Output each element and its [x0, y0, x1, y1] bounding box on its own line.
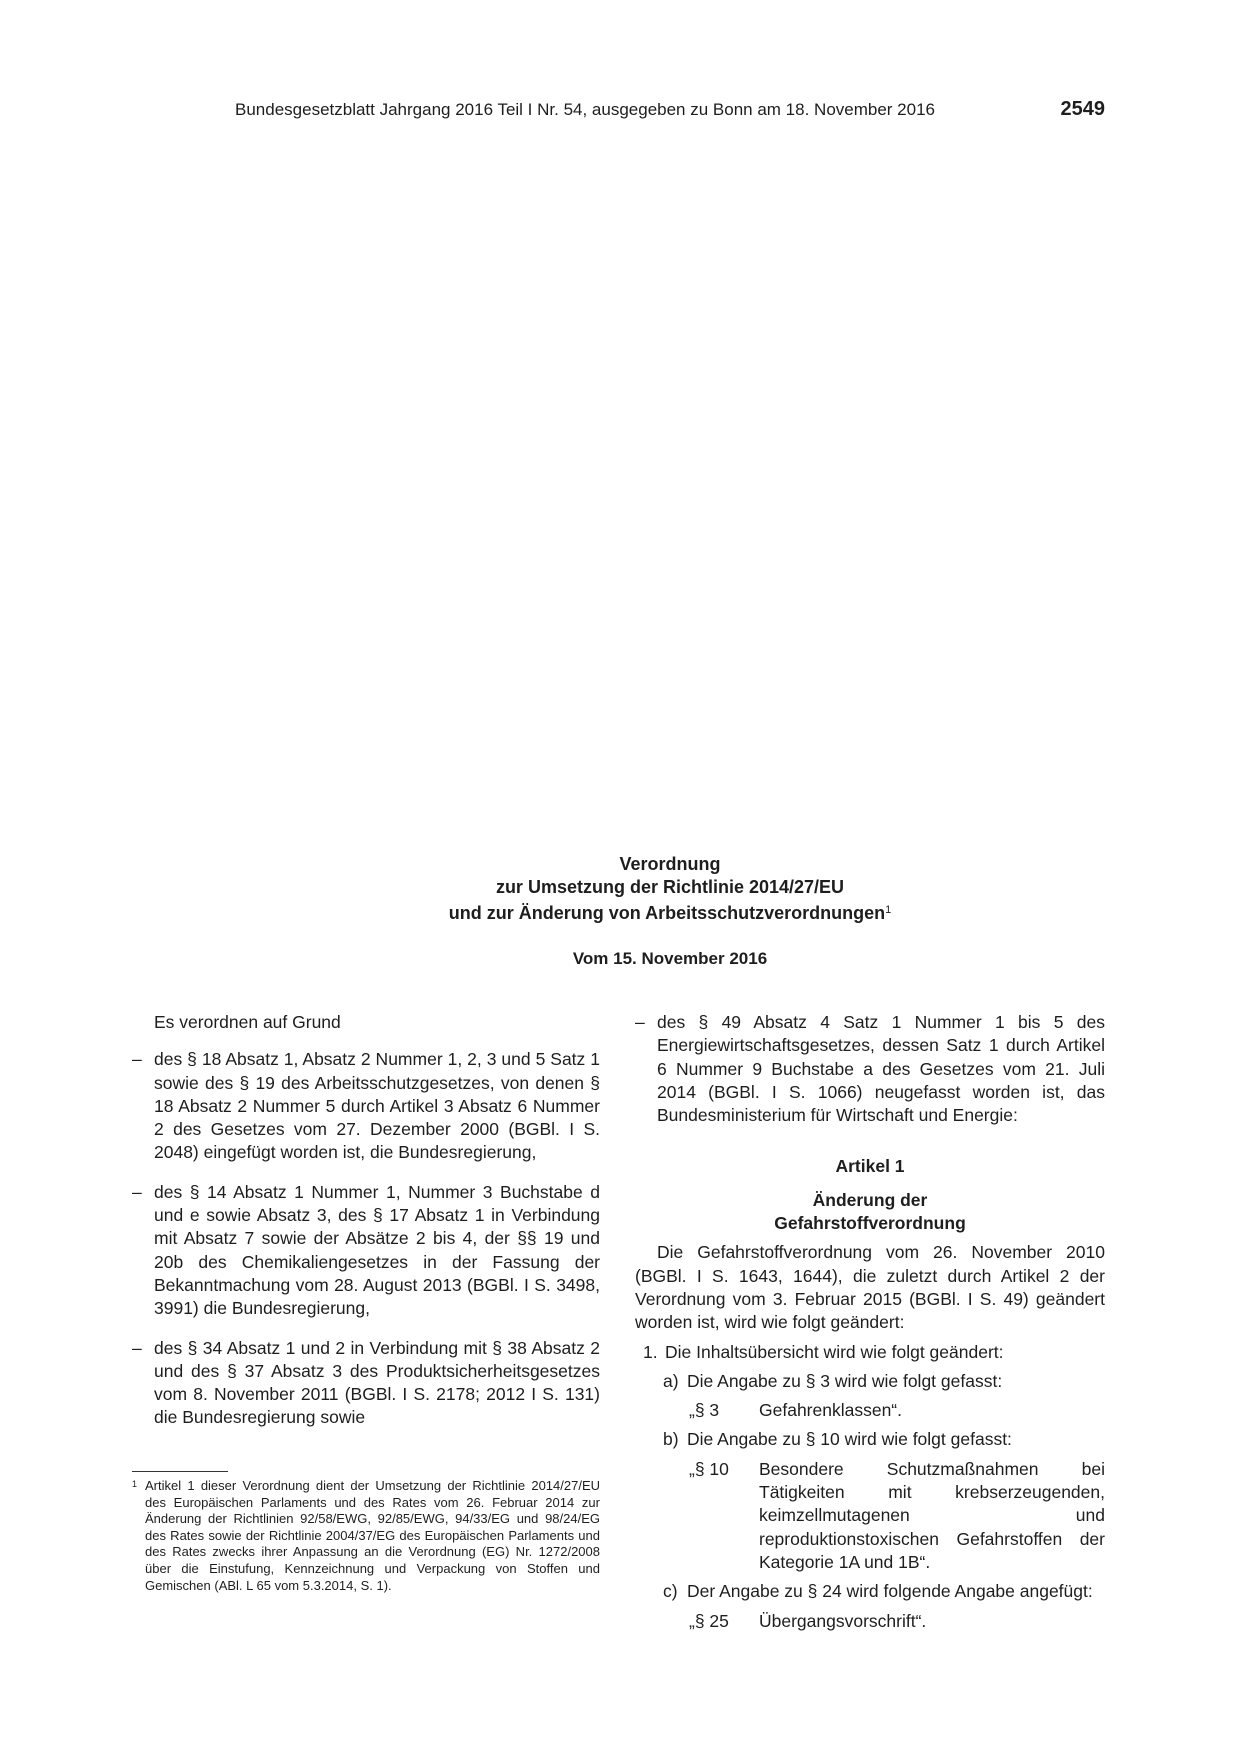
- document-title: [235, 853, 1105, 925]
- title-line-2: zur Umsetzung der Richtlinie 2014/27/EU: [495, 877, 845, 897]
- legal-basis-item: [132, 1337, 600, 1430]
- sub-item-marker: b): [663, 1429, 679, 1450]
- sub-item-b: [635, 1428, 1105, 1451]
- dash-marker: –: [132, 1181, 142, 1202]
- footnote: [132, 1478, 600, 1594]
- article-heading: Artikel 1: [835, 1156, 905, 1177]
- dash-marker: –: [132, 1049, 142, 1070]
- running-head-text: Bundesgesetzblatt Jahrgang 2016 Teil I Nr. 54, ausgegeben zu Bonn am 18. November 2016: [235, 100, 935, 119]
- legal-basis-item: [635, 1011, 1105, 1127]
- legal-basis-text: des § 18 Absatz 1, Absatz 2 Nummer 1, 2, 3 und 5 Satz 1 sowie des § 19 des Arbeitsschutzgesetzes, von denen § 18 Absatz 2 Nummer 5 durch Artikel 3 Absatz 6 Nummer 2 des Gesetzes vom 27. Dezember 2000 (BGBl. I S. 2048) eingefügt worden ist, die Bundesregierung,: [154, 1049, 600, 1163]
- sub-item-text: Der Angabe zu § 24 wird folgende Angabe angefügt:: [687, 1581, 1093, 1602]
- title-line-3-text: und zur Änderung von Arbeitsschutzverordnungen: [448, 903, 886, 923]
- paragraph-marker: „§ 10: [689, 1458, 729, 1479]
- article-title-line-2: Gefahrstoffverordnung: [774, 1213, 966, 1234]
- replacement-entry: [635, 1458, 1105, 1574]
- right-column: [635, 1011, 1105, 1633]
- legal-basis-item: [132, 1048, 600, 1164]
- footnote-text: Artikel 1 dieser Verordnung dient der Umsetzung der Richtlinie 2014/27/EU des Europäischen Parlaments und des Rates vom 26. Februar 2014 zur Änderung der Richtlinien 92/58/EWG, 92/85/EWG, 94/33/EG und 98/24/EG des Rates sowie der Richtlinie 2004/37/EG des Europäischen Parlaments und des Rates zwecks ihrer Anpassung an die Verordnung (EG) Nr. 1272/2008 über die Einstufung, Kennzeichnung und Verpackung von Stoffen und Gemischen (ABl. L 65 vom 5.3.2014, S. 1).: [145, 1478, 600, 1593]
- sub-item-text: Die Angabe zu § 10 wird wie folgt gefasst:: [687, 1429, 1012, 1450]
- footnote-reference: 1: [885, 904, 892, 916]
- legal-basis-text: des § 34 Absatz 1 und 2 in Verbindung mit § 38 Absatz 2 und des § 37 Absatz 3 des Produktsicherheitsgesetzes vom 8. November 2011 (BGBl. I S. 2178; 2012 I S. 131) die Bundesregierung sowie: [154, 1337, 600, 1428]
- sub-item-marker: c): [663, 1581, 678, 1602]
- paragraph-marker: „§ 25: [689, 1610, 729, 1631]
- item-marker: 1.: [643, 1341, 658, 1362]
- legal-basis-text: des § 49 Absatz 4 Satz 1 Nummer 1 bis 5 des Energiewirtschaftsgesetzes, dessen Satz 1 durch Artikel 6 Nummer 9 Buchstabe a des Gesetzes vom 21. Juli 2014 (BGBl. I S. 1066) neugefasst worden ist, das Bundesministerium für Wirtschaft und Energie:: [657, 1012, 1105, 1126]
- sub-item-text: Die Angabe zu § 3 wird wie folgt gefasst:: [687, 1370, 1003, 1391]
- title-line-3: [235, 899, 1105, 925]
- left-column: [132, 1011, 600, 1430]
- footnote-divider: [132, 1471, 228, 1472]
- replacement-entry: [635, 1610, 1105, 1633]
- amendment-item-1: [635, 1341, 1105, 1364]
- paragraph-text: Übergangsvorschrift“.: [759, 1610, 927, 1631]
- sub-item-c: [635, 1580, 1105, 1603]
- article-intro: Die Gefahrstoffverordnung vom 26. November 2010 (BGBl. I S. 1643, 1644), die zuletzt durch Artikel 2 der Verordnung vom 3. Februar 2015 (BGBl. I S. 49) geändert worden ist, wird wie folgt geändert:: [635, 1242, 1105, 1333]
- dash-marker: –: [132, 1337, 142, 1358]
- intro-text: Es verordnen auf Grund: [154, 1012, 341, 1032]
- sub-item-marker: a): [663, 1370, 679, 1391]
- footnote-marker: 1: [132, 1479, 138, 1489]
- legal-basis-item: [132, 1181, 600, 1321]
- article-title-line-1: Änderung der: [812, 1189, 928, 1210]
- item-text: Die Inhaltsübersicht wird wie folgt geändert:: [665, 1341, 1004, 1362]
- legal-basis-text: des § 14 Absatz 1 Nummer 1, Nummer 3 Buchstabe d und e sowie Absatz 3, des § 17 Absatz 1 in Verbindung mit Absatz 7 sowie der Absätze 2 bis 4, der §§ 19 und 20b des Chemikaliengesetzes in der Fassung der Bekanntmachung vom 28. August 2013 (BGBl. I S. 3498, 3991) die Bundesregierung,: [154, 1181, 600, 1319]
- replacement-entry: [635, 1399, 1105, 1422]
- page-number: 2549: [1060, 98, 1105, 120]
- paragraph-text: Besondere Schutzmaßnahmen bei Tätigkeiten mit krebserzeugenden, keimzellmutagenen und reproduktionstoxischen Gefahrstoffen der Kategorie 1A und 1B“.: [759, 1458, 1105, 1572]
- paragraph-marker: „§ 3: [689, 1400, 720, 1421]
- document-date: Vom 15. November 2016: [572, 949, 768, 968]
- sub-item-a: [635, 1370, 1105, 1393]
- title-line-1: Verordnung: [619, 854, 721, 874]
- paragraph-text: Gefahrenklassen“.: [759, 1400, 902, 1421]
- dash-marker: –: [635, 1012, 645, 1032]
